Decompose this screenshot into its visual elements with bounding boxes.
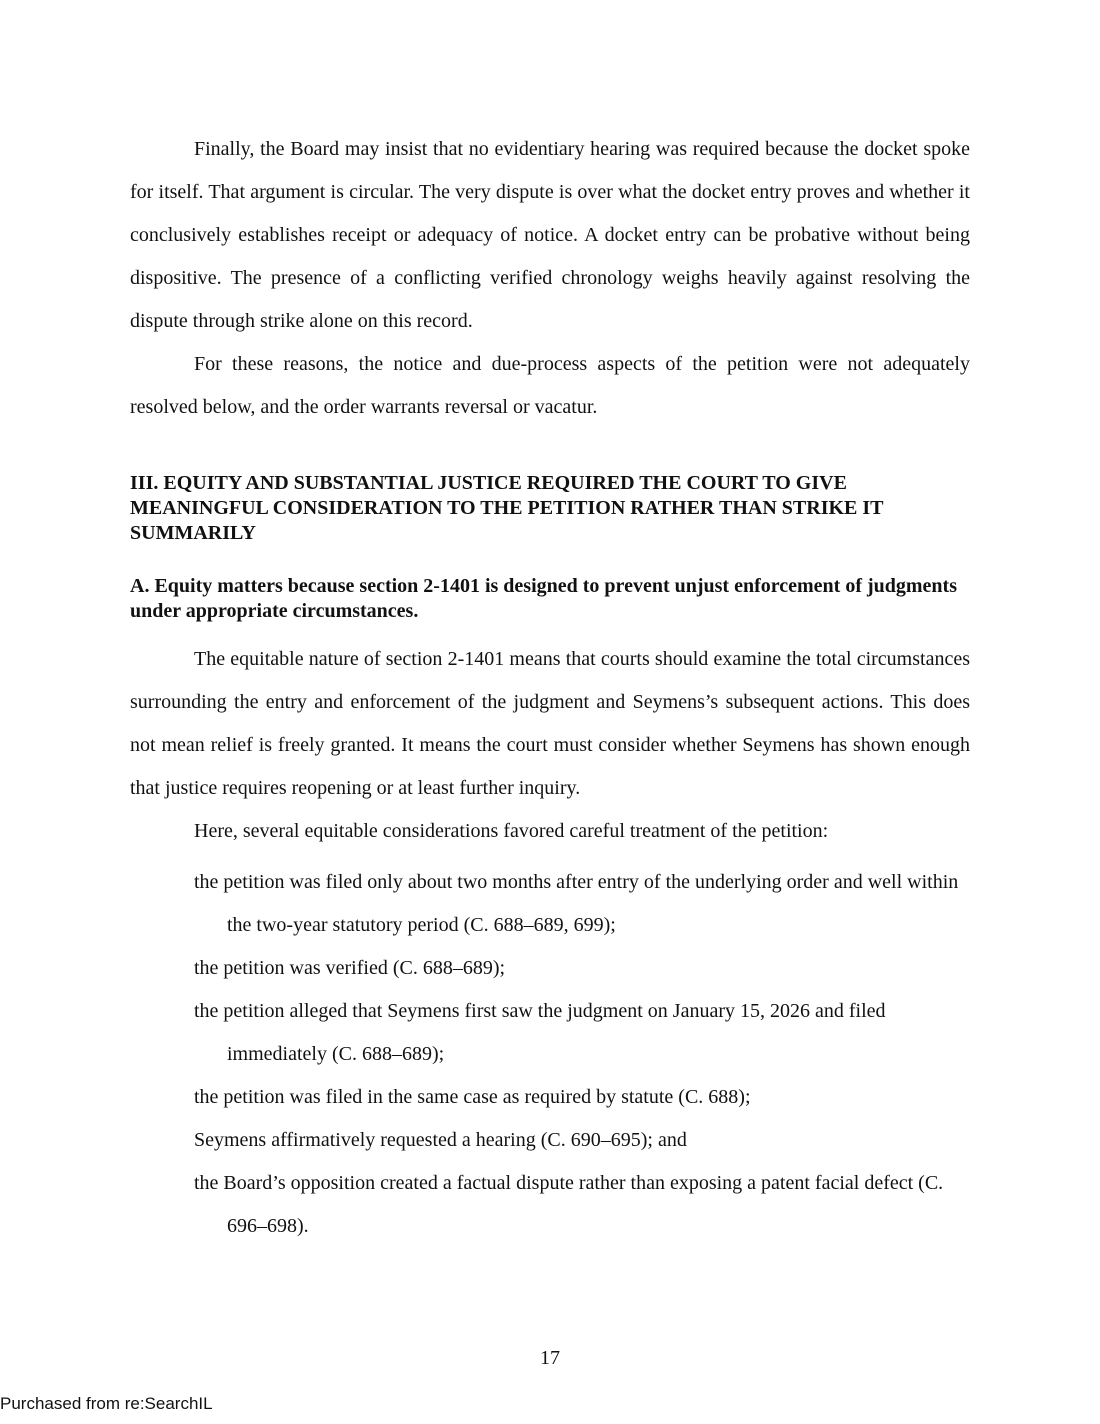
page-number: 17 — [540, 1347, 560, 1369]
subheading-a: A. Equity matters because section 2-1401 is designed to prevent unjust enforcement of judgments under appropriate circumstances. — [130, 575, 957, 622]
list-item: the petition was filed only about two months after entry of the underlying order and well within the two-year statutory period (C. 688–689, 699); — [194, 871, 959, 936]
paragraph-equitable-nature: The equitable nature of section 2-1401 means that courts should examine the total circumstances surrounding the entry and enforcement of the judgment and Seymens’s subsequent actions. This does not mean relief is freely granted. It means the court must consider whether Seymens has shown enough that justice requires reopening or at least further inquiry. — [130, 648, 970, 799]
list-item: the petition alleged that Seymens first saw the judgment on January 15, 2026 and filed immediately (C. 688–689); — [194, 1000, 886, 1065]
list-item: the Board’s opposition created a factual dispute rather than exposing a patent facial defect (C. 696–698). — [194, 1172, 944, 1237]
list-item: Seymens affirmatively requested a hearing (C. 690–695); and — [194, 1129, 687, 1151]
paragraph-hearing-argument: Finally, the Board may insist that no evidentiary hearing was required because the docket spoke for itself. That argument is circular. The very dispute is over what the docket entry proves and whether it conclusively establishes receipt or adequacy of notice. A docket entry can be probative without being dispositive. The presence of a conflicting verified chronology weighs heavily against resolving the dispute through strike alone on this record. — [130, 138, 970, 332]
section-heading-iii: III. EQUITY AND SUBSTANTIAL JUSTICE REQUIRED THE COURT TO GIVE MEANINGFUL CONSIDERATION TO THE PETITION RATHER THAN STRIKE IT SUMMARILY — [130, 472, 884, 544]
paragraph-conclusion-notice: For these reasons, the notice and due-process aspects of the petition were not adequately resolved below, and the order warrants reversal or vacatur. — [130, 353, 970, 418]
list-item: the petition was verified (C. 688–689); — [194, 957, 506, 979]
paragraph-equitable-considerations: Here, several equitable considerations favored careful treatment of the petition: — [194, 820, 829, 842]
document-page — [130, 0, 970, 1248]
purchase-footer: Purchased from re:SearchIL — [0, 1394, 213, 1413]
list-item: the petition was filed in the same case as required by statute (C. 688); — [194, 1086, 751, 1108]
considerations-list — [130, 861, 970, 1248]
